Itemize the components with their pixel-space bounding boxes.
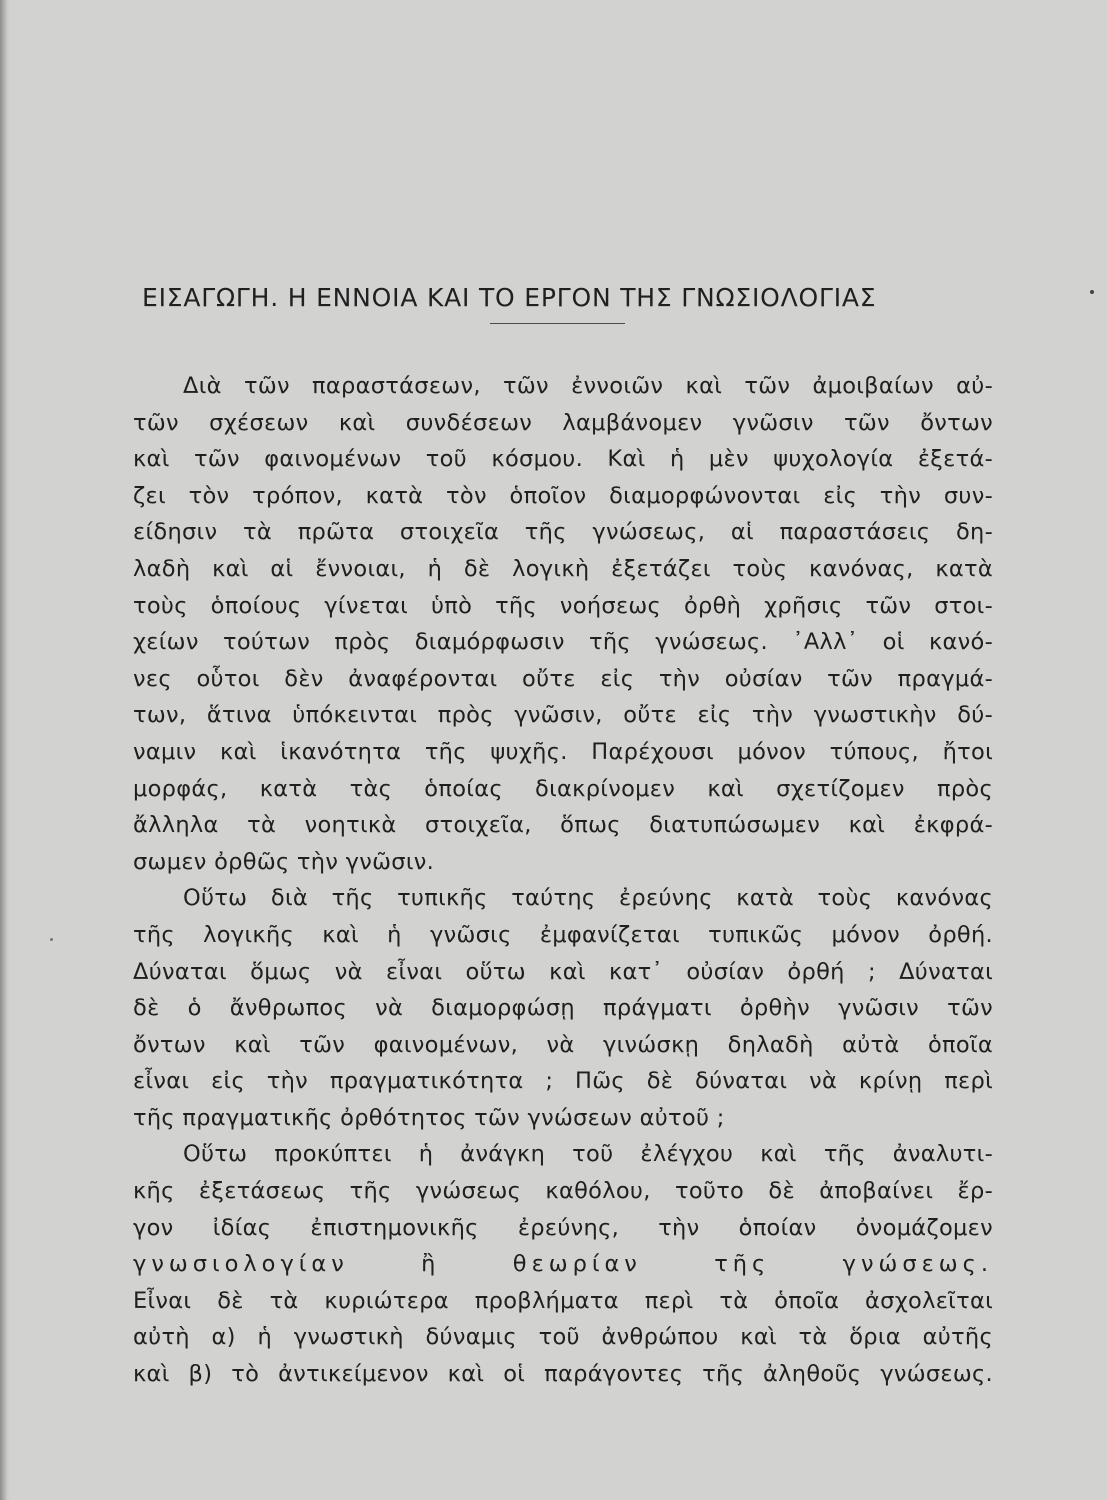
text-line: τοὺς ὁποίους γίνεται ὑπὸ τῆς νοήσεως ὀρθὴ χρῆσις τῶν στοι-	[133, 592, 993, 619]
text-line: καὶ β) τὸ ἀντικείμενον καὶ οἱ παράγοντες τῆς ἀληθοῦς γνώσεως.	[133, 1361, 993, 1388]
text-line: νες οὗτοι δὲν ἀναφέρονται οὔτε εἰς τὴν οὐσίαν τῶν πραγμά-	[133, 665, 993, 692]
text-line: μορφάς, κατὰ τὰς ὁποίας διακρίνομεν καὶ σχετίζομεν πρὸς	[133, 775, 993, 802]
book-page	[10, 0, 1107, 1500]
scan-speck	[1090, 290, 1094, 294]
title-divider	[490, 323, 625, 324]
text-line: είδησιν τὰ πρῶτα στοιχεῖα τῆς γνώσεως, αἱ παραστάσεις δη-	[133, 519, 993, 546]
text-line: Οὕτω διὰ τῆς τυπικῆς ταύτης ἐρεύνης κατὰ τοὺς κανόνας	[183, 885, 993, 912]
text-line: αὐτὴ α) ἡ γνωστικὴ δύναμις τοῦ ἀνθρώπου καὶ τὰ ὅρια αὐτῆς	[133, 1324, 993, 1351]
text-line: ναμιν καὶ ἱκανότητα τῆς ψυχῆς. Παρέχουσι μόνον τύπους, ἤτοι	[133, 738, 993, 765]
text-line: Δύναται ὅμως νὰ εἶναι οὕτω καὶ κατ᾿ οὐσίαν ὀρθή ; Δύναται	[133, 958, 993, 985]
scan-speck	[50, 938, 53, 941]
text-line: Εἶναι δὲ τὰ κυριώτερα προβλήματα περὶ τὰ ὁποῖα ἀσχολεῖται	[133, 1287, 993, 1314]
text-line: ζει τὸν τρόπον, κατὰ τὸν ὁποῖον διαμορφώνονται εἰς τὴν συν-	[133, 482, 993, 509]
text-line: τῆς πραγματικῆς ὀρθότητος τῶν γνώσεων αὐτοῦ ;	[133, 1104, 725, 1131]
body-text	[133, 368, 993, 1393]
text-line: λαδὴ καὶ αἱ ἔννοιαι, ἡ δὲ λογικὴ ἐξετάζει τοὺς κανόνας, κατὰ	[133, 555, 993, 582]
text-line: Οὕτω προκύπτει ἡ ἀνάγκη τοῦ ἐλέγχου καὶ τῆς ἀναλυτι-	[183, 1141, 993, 1168]
text-line: καὶ τῶν φαινομένων τοῦ κόσμου. Καὶ ἡ μὲν ψυχολογία ἐξετά-	[133, 446, 993, 473]
text-line: κῆς ἐξετάσεως τῆς γνώσεως καθόλου, τοῦτο δὲ ἀποβαίνει ἔρ-	[133, 1178, 993, 1205]
text-line: τῆς λογικῆς καὶ ἡ γνῶσις ἐμφανίζεται τυπικῶς μόνον ὀρθή.	[133, 921, 993, 948]
chapter-title: ΕΙΣΑΓΩΓΗ. Η ΕΝΝΟΙΑ ΚΑΙ ΤΟ ΕΡΓΟΝ ΤΗΣ ΓΝΩΣΙΟΛΟΓΙΑΣ	[142, 282, 877, 312]
text-line: γον ἰδίας ἐπιστημονικῆς ἐρεύνης, τὴν ὁποίαν ὀνομάζομεν	[133, 1214, 993, 1241]
text-line: εἶναι εἰς τὴν πραγματικότητα ; Πῶς δὲ δύναται νὰ κρίνῃ περὶ	[133, 1068, 993, 1095]
text-line: σωμεν ὀρθῶς τὴν γνῶσιν.	[133, 848, 435, 875]
text-line: ἄλληλα τὰ νοητικὰ στοιχεῖα, ὅπως διατυπώσωμεν καὶ ἐκφρά-	[133, 812, 993, 839]
text-line: Διὰ τῶν παραστάσεων, τῶν ἐννοιῶν καὶ τῶν ἀμοιβαίων αὐ-	[183, 373, 993, 399]
text-line: δὲ ὁ ἄνθρωπος νὰ διαμορφώσῃ πράγματι ὀρθὴν γνῶσιν τῶν	[133, 995, 993, 1022]
text-line: χείων τούτων πρὸς διαμόρφωσιν τῆς γνώσεως. ᾿Αλλ᾿ οἱ κανό-	[133, 629, 993, 656]
text-line: τῶν σχέσεων καὶ συνδέσεων λαμβάνομεν γνῶσιν τῶν ὄντων	[133, 409, 993, 436]
text-line: ὄντων καὶ τῶν φαινομένων, νὰ γινώσκῃ δηλαδὴ αὐτὰ ὁποῖα	[133, 1031, 993, 1058]
page-binding-edge	[0, 0, 10, 1500]
text-line: των, ἅτινα ὑπόκεινται πρὸς γνῶσιν, οὔτε εἰς τὴν γνωστικὴν δύ-	[133, 702, 993, 729]
text-line: γνωσιολογίαν ἢ θεωρίαν τῆς γνώσεως.	[133, 1251, 993, 1278]
